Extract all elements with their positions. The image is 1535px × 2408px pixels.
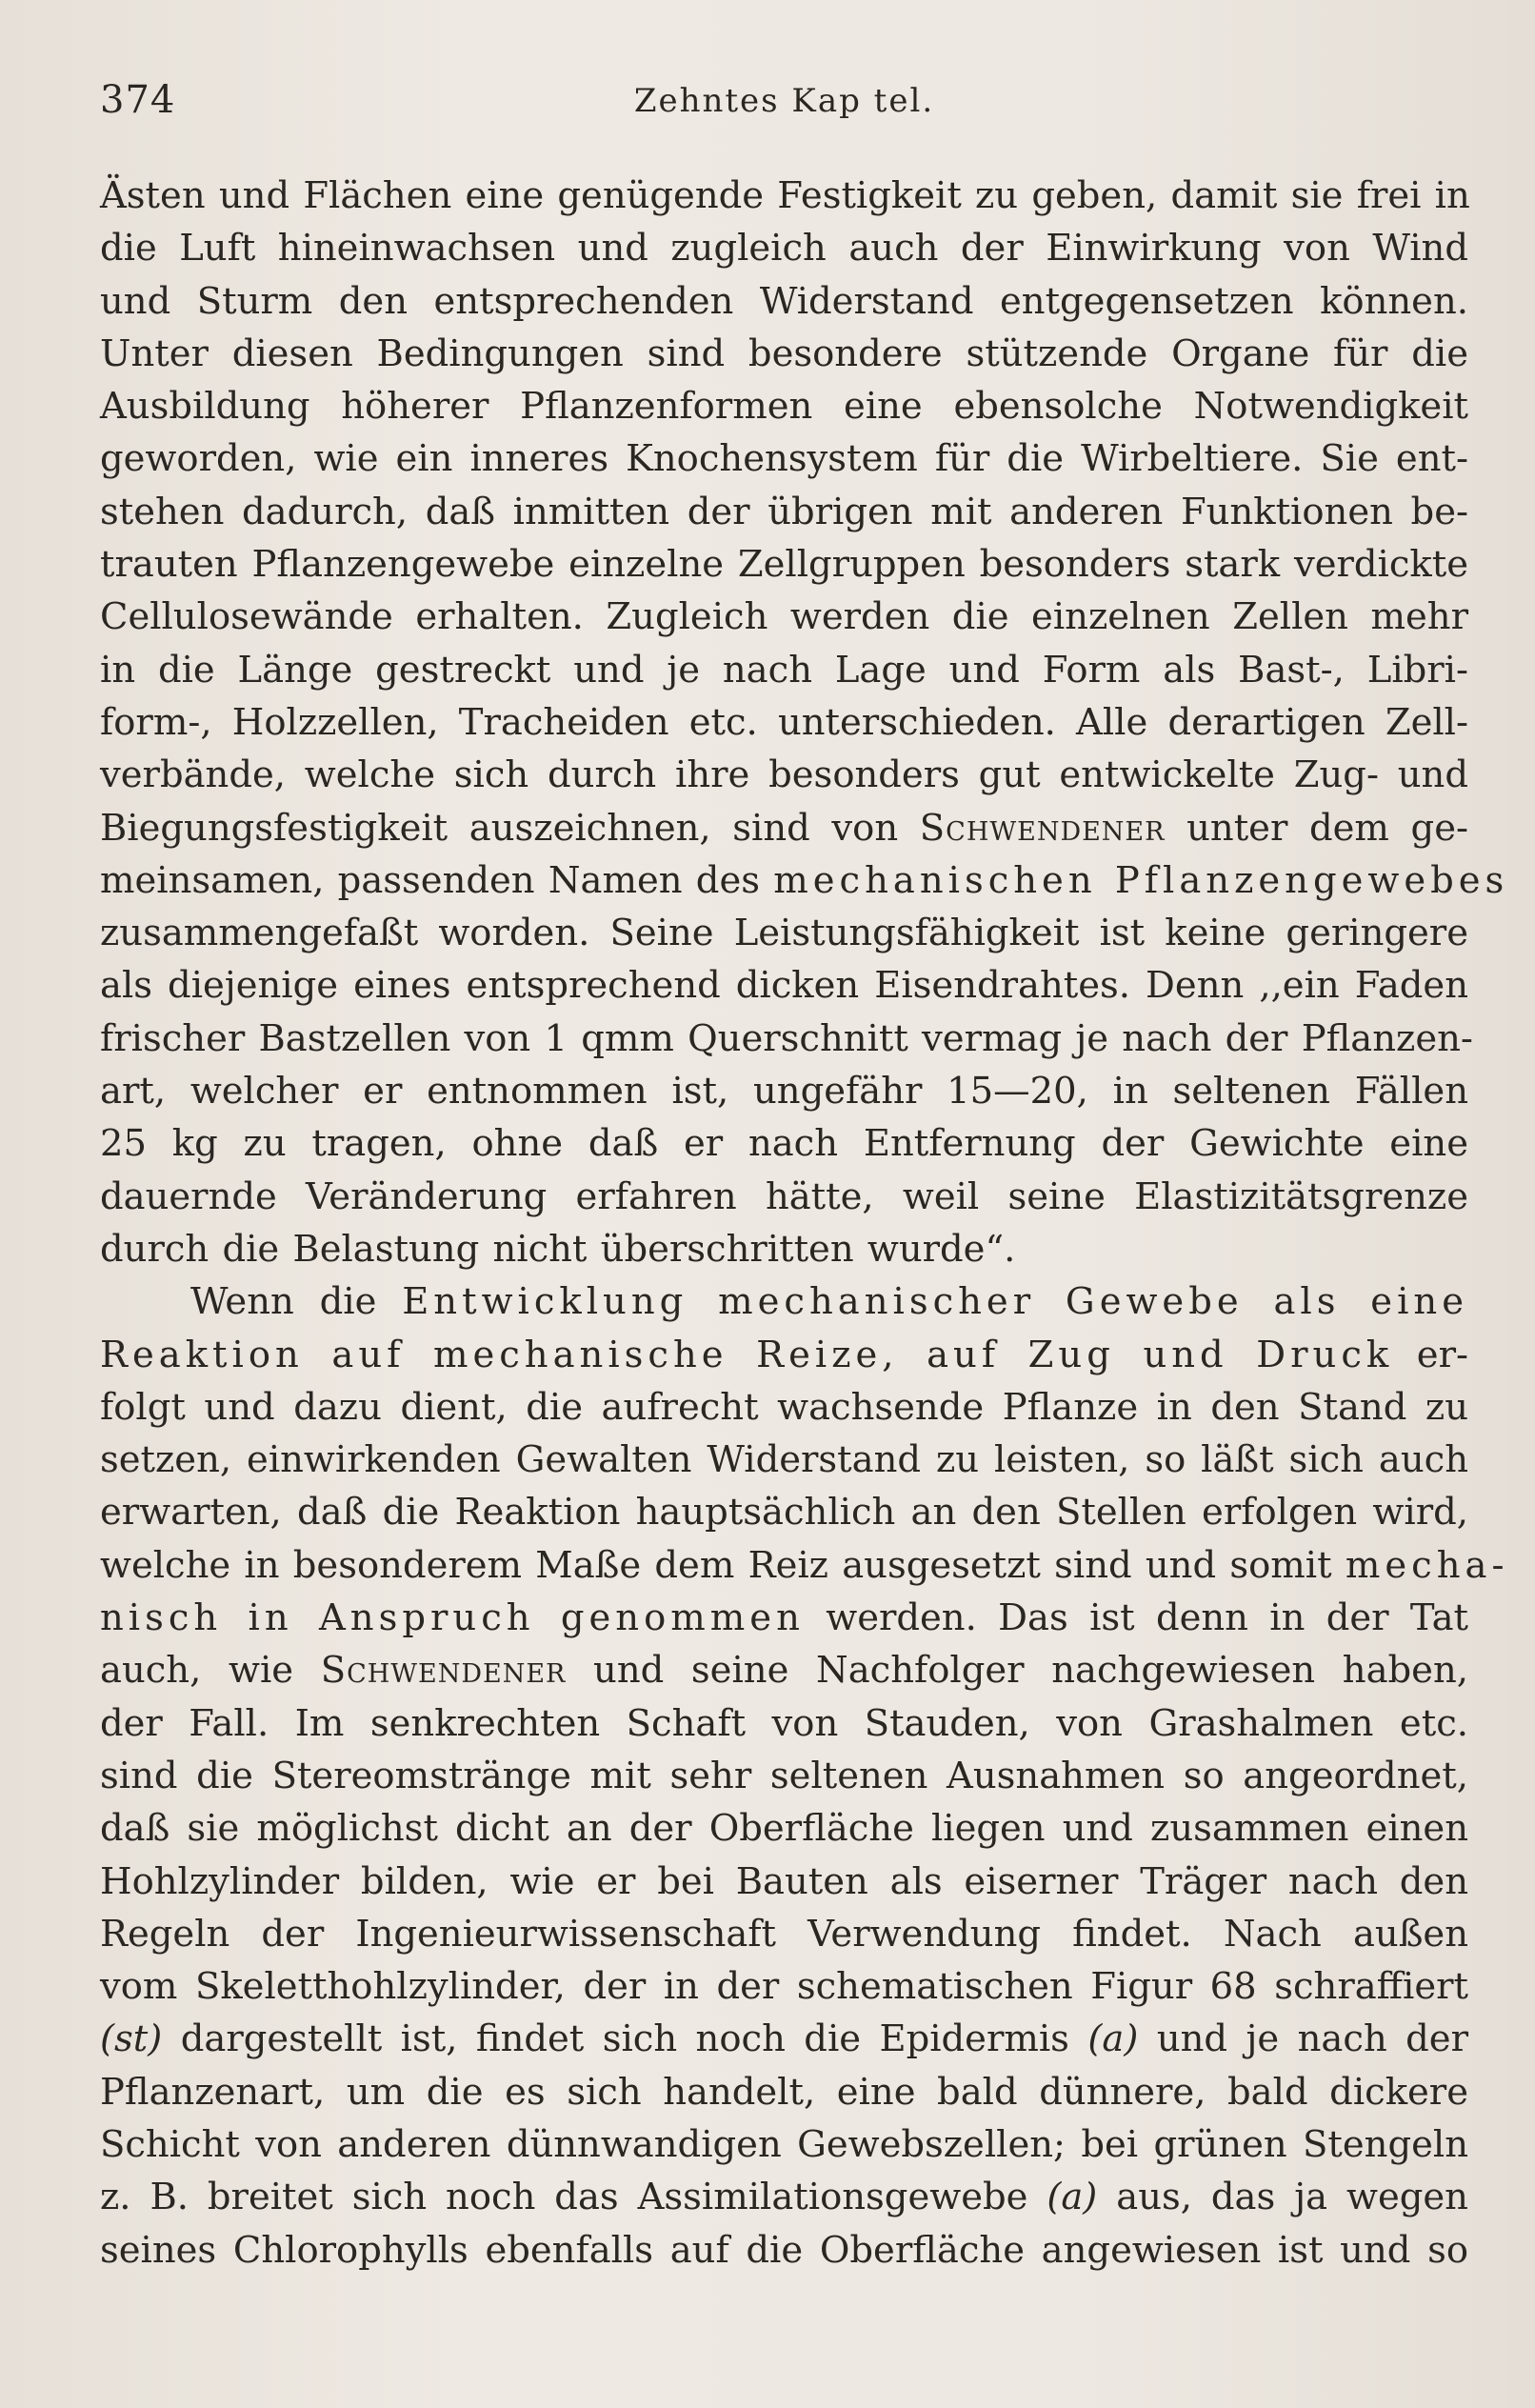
text-line: stehen dadurch, daß inmitten der übrigen mit anderen Funktionen be- <box>100 490 1468 533</box>
text-line <box>100 1592 1468 1644</box>
spaced-term: Reaktion auf mechanische Reize, auf Zug und Druck <box>100 1333 1394 1376</box>
text-fragment: auch, wie <box>100 1649 294 1693</box>
text-line: dauernde Veränderung erfahren hätte, weil seine Elastizitätsgrenze <box>100 1174 1468 1218</box>
text-line: der Fall. Im senkrechten Schaft von Stauden, von Grashalmen etc. <box>100 1701 1468 1745</box>
text-fragment: z. B. breitet sich noch das Assimilationsgewebe <box>100 2176 1028 2219</box>
text-line: Pflanzenart, um die es sich handelt, eine bald dünnere, bald dickere <box>100 2070 1468 2114</box>
text-line: erwarten, daß die Reaktion hauptsächlich an den Stellen erfolgen wird, <box>100 1491 1468 1535</box>
text-line: 25 kg zu tragen, ohne daß er nach Entfernung der Gewichte eine <box>100 1122 1468 1166</box>
spaced-term: mechanischen Pflanzengewebes <box>773 858 1509 902</box>
running-head: Zehntes Kap tel. <box>633 82 935 120</box>
text-line: art, welcher er entnommen ist, ungefähr 15—20, in seltenen Fällen <box>100 1070 1468 1114</box>
spaced-term: Entwicklung mechanischer Gewebe als eine <box>402 1280 1468 1324</box>
text-fragment: und seine Nachfolger nachgewiesen haben, <box>593 1649 1468 1693</box>
symbol-a: (a) <box>1087 2017 1139 2061</box>
text-line <box>100 802 1468 854</box>
page-header <box>100 78 1468 135</box>
text-fragment: Wenn die <box>190 1280 377 1324</box>
spaced-term: nisch in Anspruch genommen <box>100 1596 805 1640</box>
text-line: Ausbildung höherer Pflanzenformen eine ebensolche Notwendigkeit <box>100 385 1468 429</box>
text-fragment: Biegungsfestigkeit auszeichnen, sind von <box>100 806 899 850</box>
text-line <box>100 854 1509 907</box>
text-line: Hohlzylinder bilden, wie er bei Bauten als eiserner Träger nach den <box>100 1859 1468 1903</box>
text-line: Cellulosewände erhalten. Zugleich werden die einzelnen Zellen mehr <box>100 595 1468 639</box>
page-number: 374 <box>100 78 176 122</box>
text-line: und Sturm den entsprechenden Widerstand entgegensetzen können. <box>100 279 1468 323</box>
text-fragment: meinsamen, passenden Namen des <box>100 858 760 902</box>
author-name-schwendener: Schwendener <box>320 1649 567 1693</box>
text-line: zusammengefaßt worden. Seine Leistungsfähigkeit ist keine geringere <box>100 912 1468 955</box>
text-line: Regeln der Ingenieurwissenschaft Verwendung findet. Nach außen <box>100 1912 1468 1956</box>
text-line: setzen, einwirkenden Gewalten Widerstand zu leisten, so läßt sich auch <box>100 1438 1468 1482</box>
text-fragment: werden. Das ist denn in der Tat <box>826 1596 1469 1640</box>
text-line: Ästen und Flächen eine genügende Festigkeit zu geben, damit sie frei in <box>100 174 1470 217</box>
spaced-term: mecha- <box>1345 1543 1509 1587</box>
text-line <box>100 1329 1468 1381</box>
symbol-a: (a) <box>1047 2176 1098 2219</box>
text-line <box>100 1539 1509 1592</box>
text-line: als diejenige eines entsprechend dicken Eisendrahtes. Denn ,,ein Faden <box>100 964 1468 1008</box>
text-line: daß sie möglichst dicht an der Oberfläche liegen und zusammen einen <box>100 1807 1468 1851</box>
symbol-st: (st) <box>100 2017 163 2061</box>
text-line: Schicht von anderen dünnwandigen Gewebszellen; bei grünen Stengeln <box>100 2122 1468 2166</box>
text-line: seines Chlorophylls ebenfalls auf die Oberfläche angewiesen ist und so <box>100 2228 1468 2272</box>
text-line: die Luft hineinwachsen und zugleich auch der Einwirkung von Wind <box>100 227 1468 271</box>
text-line: Unter diesen Bedingungen sind besondere stützende Organe für die <box>100 331 1468 375</box>
text-fragment: und je nach der <box>1156 2017 1468 2061</box>
text-fragment: er- <box>1416 1333 1468 1376</box>
text-line: folgt und dazu dient, die aufrecht wachsende Pflanze in den Stand zu <box>100 1385 1468 1429</box>
text-line: in die Länge gestreckt und je nach Lage und Form als Bast-, Libri- <box>100 648 1468 692</box>
text-line: form-, Holzzellen, Tracheiden etc. unterschieden. Alle derartigen Zell- <box>100 700 1468 744</box>
text-line <box>100 1644 1468 1696</box>
text-line: sind die Stereomstränge mit sehr seltenen Ausnahmen so angeordnet, <box>100 1754 1468 1797</box>
text-line: trauten Pflanzengewebe einzelne Zellgruppen besonders stark verdickte <box>100 543 1468 587</box>
body-text <box>100 170 1509 2277</box>
text-line <box>100 1275 1468 1328</box>
text-line: verbände, welche sich durch ihre besonders gut entwickelte Zug- und <box>100 753 1468 797</box>
author-name-schwendener: Schwendener <box>919 806 1166 850</box>
text-line: vom Skeletthohlzylinder, der in der schematischen Figur 68 schraffiert <box>100 1965 1468 2009</box>
text-fragment: unter dem ge- <box>1186 806 1468 850</box>
text-line: frischer Bastzellen von 1 qmm Querschnitt vermag je nach der Pflanzen- <box>100 1016 1473 1060</box>
text-fragment: welche in besonderem Maße dem Reiz ausgesetzt sind und somit <box>100 1543 1332 1587</box>
text-fragment: aus, das ja wegen <box>1116 2176 1468 2219</box>
text-fragment: dargestellt ist, findet sich noch die Epidermis <box>180 2017 1069 2061</box>
text-line <box>100 2013 1468 2065</box>
text-line <box>100 2171 1468 2223</box>
text-line: durch die Belastung nicht überschritten wurde“. <box>100 1227 1016 1271</box>
text-line: geworden, wie ein inneres Knochensystem für die Wirbeltiere. Sie ent- <box>100 437 1468 481</box>
